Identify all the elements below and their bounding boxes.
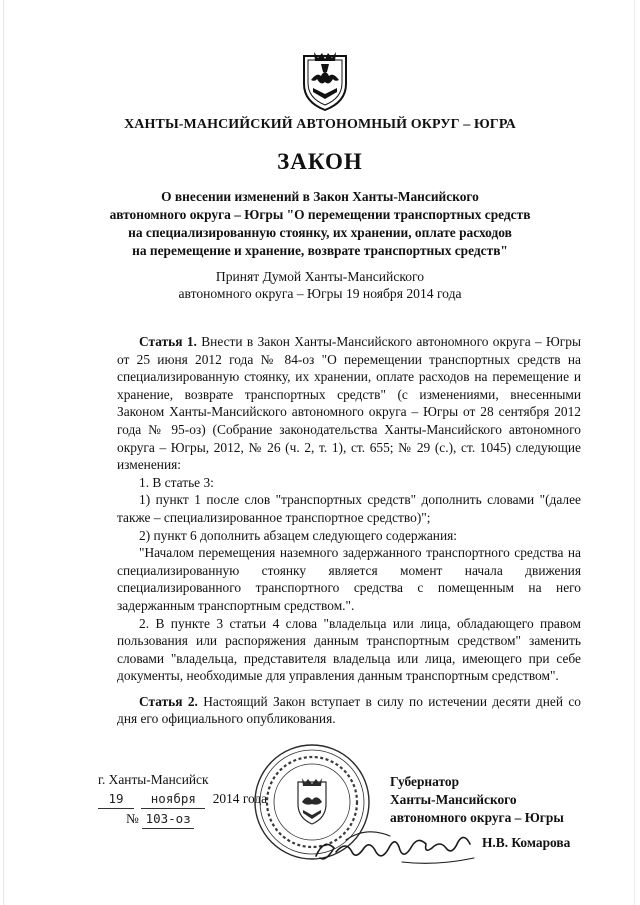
date-day: 19 [98,789,134,809]
signing-date [98,789,267,809]
subject-line: О внесении изменений в Закон Ханты-Мансийского [161,189,479,204]
city-name: г. Ханты-Мансийск [98,772,209,787]
law-subject-title [60,188,580,260]
article-2-text: Настоящий Закон вступает в силу по истечении десяти дней со дня его официального опубликования. [117,693,581,727]
scan-edge-right [634,0,635,905]
coat-of-arms-icon [299,50,351,112]
law-body [117,333,581,728]
subject-line: автономного округа – Югры "О перемещении транспортных средств [109,207,531,222]
article-1-paragraph [117,333,581,474]
law-number [98,809,267,829]
governor-title [390,773,564,827]
subject-line: на перемещение и хранение, возврате транспортных средств" [132,243,508,258]
article-1-text: Внести в Закон Ханты-Мансийского автономного округа – Югры от 25 июня 2012 года № 84-оз "О перемещении транспортных средств на специализированную стоянку, их хранении, оплате расходов на перемещение и хранение, возврате транспортных средств" (с изменениями, внесенными Законом Ханты-Мансийского автономного округа – Югры от 28 сентября 2012 года № 95-оз) (Собрание законодательства Ханты-Мансийского автономного округа – Югры, 2012, № 26 (ч. 2, т. 1), ст. 655; № 29 (с.), ст. 1045) следующие изменения: [117,334,581,473]
place-and-date [98,770,267,829]
article-1-subitem-1: 1) пункт 1 после слов "транспортных средств" дополнить словами "(далее также – специализированное транспортное средство)"; [117,492,581,525]
law-number-value: 103-оз [142,809,194,829]
article-1-subitem-2: 2) пункт 6 дополнить абзацем следующего содержания: [139,527,458,543]
article-1-item-1: 1. В статье 3: [139,474,214,490]
adoption-line: автономного округа – Югры 19 ноября 2014 года [178,286,462,301]
adoption-line: Принят Думой Ханты-Мансийского [215,269,425,284]
governor-title-line: Губернатор [390,774,460,789]
article-1-item-2: 2. В пункте 3 статьи 4 слова "владельца или лица, обладающего правом пользования или распоряжения данным транспортным средством" заменить словами "владельца, представителя владельца или лица, имеющего при себе документы, необходимые для управления данным транспортным средством". [117,615,581,684]
adoption-note [60,268,580,302]
article-1-quote: "Началом перемещения наземного задержанного транспортного средства на специализированную стоянку является момент начала движения специализированного транспортного средства с помещенным на него задержанным транспортным средством.". [117,545,581,613]
governor-title-line: Ханты-Мансийского [390,792,517,807]
article-1-label: Статья 1. [139,334,197,349]
subject-line: на специализированную стоянку, их хранении, оплате расходов [128,225,512,240]
article-2-paragraph [117,693,581,728]
region-title: ХАНТЫ-МАНСИЙСКИЙ АВТОНОМНЫЙ ОКРУГ – ЮГРА [124,117,516,132]
date-year: 2014 года [212,791,268,806]
governor-title-line: автономного округа – Югры [390,810,564,825]
governor-name: Н.В. Комарова [482,835,571,850]
law-number-prefix: № [126,811,139,826]
scan-edge-left [3,0,4,905]
article-2-label: Статья 2. [139,693,198,709]
date-month: ноября [141,789,205,809]
document-type-title: ЗАКОН [277,149,363,174]
